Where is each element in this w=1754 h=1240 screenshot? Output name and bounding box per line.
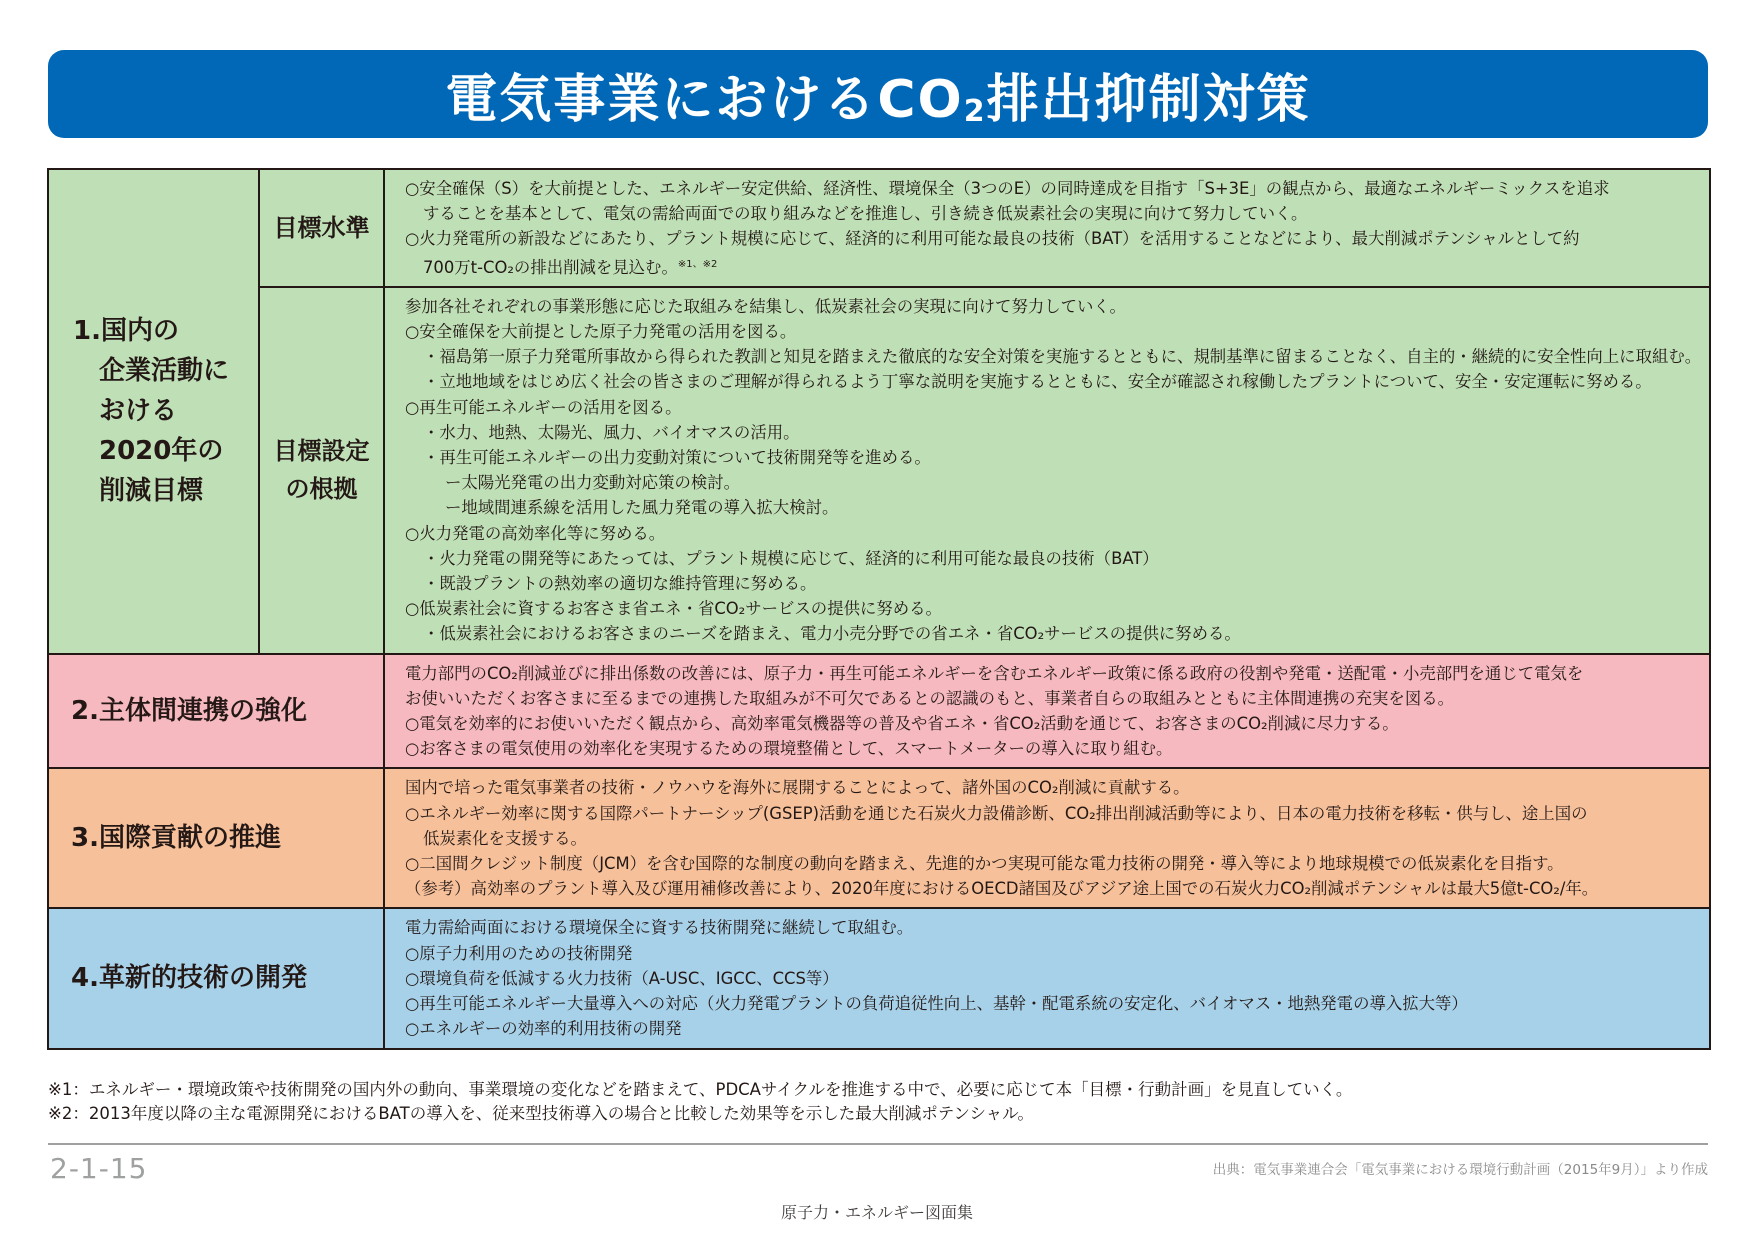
section4-line: 電力需給両面における環境保全に資する技術開発に継続して取組む。: [405, 918, 914, 938]
sub2-body-cell: [384, 287, 1710, 654]
sub1-label-cell: [259, 169, 384, 287]
section3-line: 国内で培った電気事業者の技術・ノウハウを海外に展開することによって、諸外国のCO₂削減に貢献する。: [405, 778, 1190, 798]
sub1-line: ○安全確保（S）を大前提とした、エネルギー安定供給、経済性、環境保全（3つのE）の同時達成を目指す「S+3E」の観点から、最適なエネルギーミックスを追求: [405, 179, 1610, 198]
section3-title-cell: [48, 768, 384, 908]
section3-row: [48, 768, 1710, 908]
sub2-body: [385, 288, 1709, 653]
title-rest: 排出抑制対策: [986, 69, 1311, 130]
section1-title-cell: [48, 169, 259, 654]
section4-body: [385, 909, 1709, 1047]
sub2-label: 目標設定 の根拠: [273, 437, 370, 504]
section4-row: [48, 908, 1710, 1048]
sub2-line: ・火力発電の開発等にあたっては、プラント規模に応じて、経済的に利用可能な最良の技術（BAT）: [423, 548, 1159, 568]
title-subscript: 2: [963, 93, 987, 129]
section2-title: 2.主体間連携の強化: [71, 696, 307, 727]
section3-line: 低炭素化を支援する。: [423, 828, 587, 848]
source-citation: 出典：電気事業連合会「電気事業における環境行動計画（2015年9月）」より作成: [1212, 1162, 1708, 1178]
section3-line: ○二国間クレジット制度（JCM）を含む国際的な制度の動向を踏まえ、先進的かつ実現可能な電力技術の開発・導入等により地球規模での低炭素化を目指す。: [405, 854, 1564, 874]
footnote-2: ※2：2013年度以降の主な電源開発におけるBATの導入を、従来型技術導入の場合と比較した効果等を示した最大削減ポテンシャル。: [48, 1104, 1034, 1123]
sub2-line: ○低炭素社会に資するお客さま省エネ・省CO₂サービスの提供に努める。: [405, 599, 942, 619]
section4-line: ○再生可能エネルギー大量導入への対応（火力発電プラントの負荷追従性向上、基幹・配電系統の安定化、バイオマス・地熱発電の導入拡大等）: [405, 994, 1468, 1014]
section4-body-cell: [384, 908, 1710, 1048]
sub2-line: ・水力、地熱、太陽光、風力、バイオマスの活用。: [423, 422, 800, 442]
section4-title-cell: [48, 908, 384, 1048]
title-banner: [48, 50, 1708, 138]
footnotes: [48, 1078, 1352, 1126]
section2-title-cell: [48, 654, 384, 769]
sub2-line: ・福島第一原子力発電所事故から得られた教訓と知見を踏まえた徹底的な安全対策を実施するとともに、規制基準に留まることなく、自主的・継続的に安全性向上に取組む。: [423, 347, 1702, 367]
section4-line: ○エネルギーの効率的利用技術の開発: [405, 1019, 682, 1039]
section2-line: ○お客さまの電気使用の効率化を実現するための環境整備として、スマートメーターの導入に取り組む。: [405, 739, 1173, 759]
section2-line: お使いいただくお客さまに至るまでの連携した取組みが不可欠であるとの認識のもと、事業者自らの取組みとともに主体間連携の充実を図る。: [405, 688, 1454, 708]
section4-line: ○環境負荷を低減する火力技術（A-USC、IGCC、CCS等）: [405, 968, 839, 988]
sub2-line: ○再生可能エネルギーの活用を図る。: [405, 397, 682, 417]
sub2-line: ○安全確保を大前提とした原子力発電の活用を図る。: [405, 322, 797, 342]
section2-body-cell: [384, 654, 1710, 769]
sub2-line: ・既設プラントの熱効率の適切な維持管理に努める。: [423, 574, 817, 594]
sub1-label: 目標水準: [273, 213, 370, 242]
footer-divider: [48, 1143, 1708, 1145]
measures-table: [47, 168, 1711, 1050]
sub1-body: [385, 170, 1709, 286]
sub1-line: ○火力発電所の新設などにあたり、プラント規模に応じて、経済的に利用可能な最良の技術（BAT）を活用することなどにより、最大削減ポテンシャルとして約: [405, 229, 1580, 249]
sub1-line: することを基本として、電気の需給両面での取り組みなどを推進し、引き続き低炭素社会の実現に向けて努力していく。: [423, 204, 1308, 224]
title-main: 電気事業におけるCO: [445, 69, 964, 130]
footnote-1: ※1：エネルギー・環境政策や技術開発の国内外の動向、事業環境の変化などを踏まえて、PDCAサイクルを推進する中で、必要に応じて本「目標・行動計画」を見直していく。: [48, 1080, 1353, 1099]
section2-body: [385, 655, 1709, 768]
section3-line: （参考）高効率のプラント導入及び運用補修改善により、2020年度におけるOECD諸国及びアジア途上国での石炭火力CO₂削減ポテンシャルは最大5億t-CO₂/年。: [405, 879, 1599, 899]
section2-row: [48, 654, 1710, 769]
sub1-line-text: 700万t-CO₂の排出削減を見込む。: [423, 257, 678, 277]
section1-title: 1.国内の 企業活動に おける 2020年の 削減目標: [73, 316, 230, 507]
section3-body: [385, 769, 1709, 907]
sub2-line: ・再生可能エネルギーの出力変動対策について技術開発等を進める。: [423, 448, 931, 468]
section3-title: 3.国際貢献の推進: [71, 823, 281, 854]
sub1-line: [405, 252, 1699, 280]
page-title: [445, 57, 1310, 132]
sub2-line: ー太陽光発電の出力変動対応策の検討。: [445, 473, 741, 493]
section4-title: 4.革新的技術の開発: [71, 963, 307, 994]
page-number: 2-1-15: [50, 1152, 148, 1185]
sub1-body-cell: [384, 169, 1710, 287]
section3-line: ○エネルギー効率に関する国際パートナーシップ(GSEP)活動を通じた石炭火力設備診断、CO₂排出削減活動等により、日本の電力技術を移転・供与し、途上国の: [405, 803, 1588, 823]
sub2-line: ○火力発電の高効率化等に努める。: [405, 523, 666, 543]
section2-line: 電力部門のCO₂削減並びに排出係数の改善には、原子力・再生可能エネルギーを含むエネルギー政策に係る政府の役割や発電・送配電・小売部門を通じて電気を: [405, 663, 1584, 683]
section2-line: ○電気を効率的にお使いいただく観点から、高効率電気機器等の普及や省エネ・省CO₂活動を通じて、お客さまのCO₂削減に尽力する。: [405, 714, 1399, 734]
publication-footer: 原子力・エネルギー図面集: [780, 1203, 973, 1222]
sub2-line: ・低炭素社会におけるお客さまのニーズを踏まえ、電力小売分野での省エネ・省CO₂サービスの提供に努める。: [423, 624, 1241, 644]
sub2-line: ・立地地域をはじめ広く社会の皆さまのご理解が得られるよう丁寧な説明を実施するとともに、安全が確認され稼働したプラントについて、安全・安定運転に努める。: [423, 372, 1652, 392]
section1-row-basis: [48, 287, 1710, 654]
section4-line: ○原子力利用のための技術開発: [405, 943, 633, 963]
footnote-mark: ※1、※2: [677, 258, 718, 270]
sub2-label-cell: [259, 287, 384, 654]
sub2-line: 参加各社それぞれの事業形態に応じた取組みを結集し、低炭素社会の実現に向けて努力していく。: [405, 296, 1126, 316]
section3-body-cell: [384, 768, 1710, 908]
section1-row-target: [48, 169, 1710, 287]
sub2-line: ー地域間連系線を活用した風力発電の導入拡大検討。: [445, 498, 839, 518]
